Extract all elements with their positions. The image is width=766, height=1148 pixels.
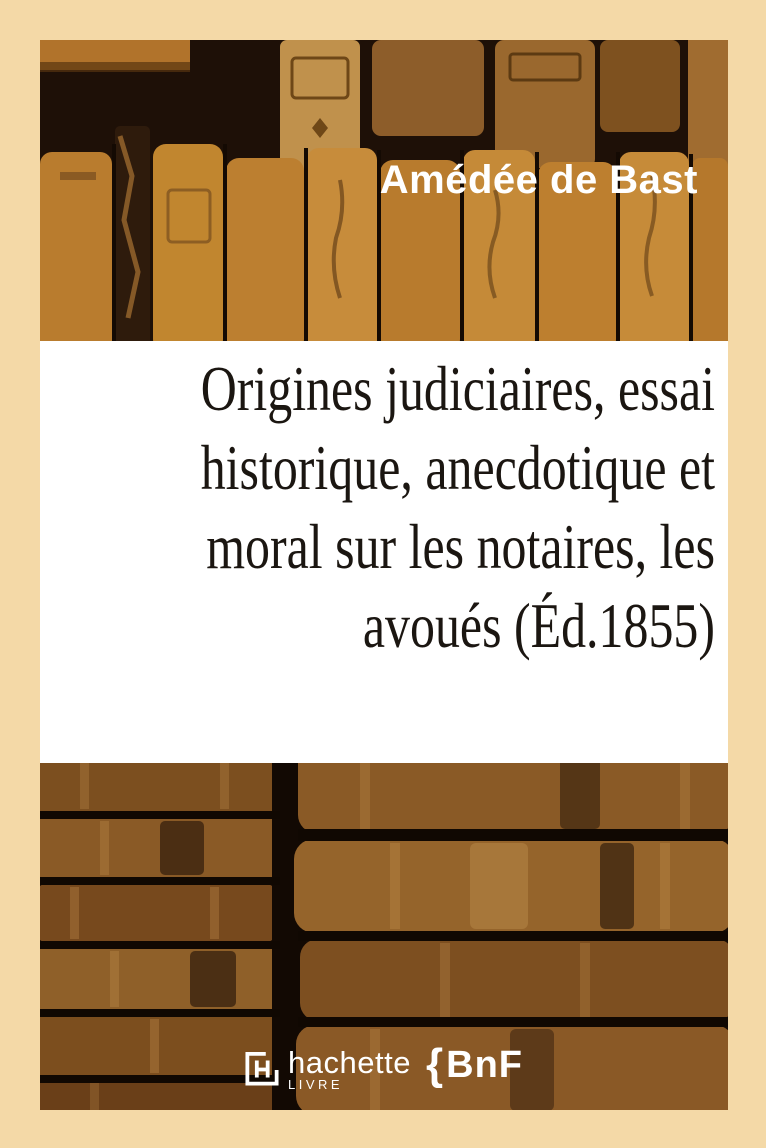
publisher-logos [40, 763, 728, 1110]
hachette-livre-logo [245, 1045, 411, 1092]
title-line-4: avoués (Éd.1855) [362, 590, 715, 661]
hachette-wordmark-block [288, 1045, 411, 1092]
hachette-livre-label: LIVRE [288, 1077, 344, 1092]
bnf-wordmark: BnF [446, 1044, 523, 1086]
title-line-3: moral sur les notaires, les [206, 511, 715, 582]
hachette-h-icon [245, 1052, 279, 1086]
bottom-books-photo [40, 763, 728, 1110]
bnf-brace-icon: { [426, 1040, 444, 1089]
title-band [40, 341, 728, 763]
top-books-photo [40, 40, 728, 341]
book-title [40, 349, 715, 665]
hachette-wordmark: hachette [288, 1045, 411, 1080]
title-line-1: Origines judiciaires, essai [200, 353, 715, 424]
bnf-logo [426, 1040, 523, 1089]
author-name: Amédée de Bast [379, 158, 698, 202]
title-line-2: historique, anecdotique et [200, 432, 716, 503]
